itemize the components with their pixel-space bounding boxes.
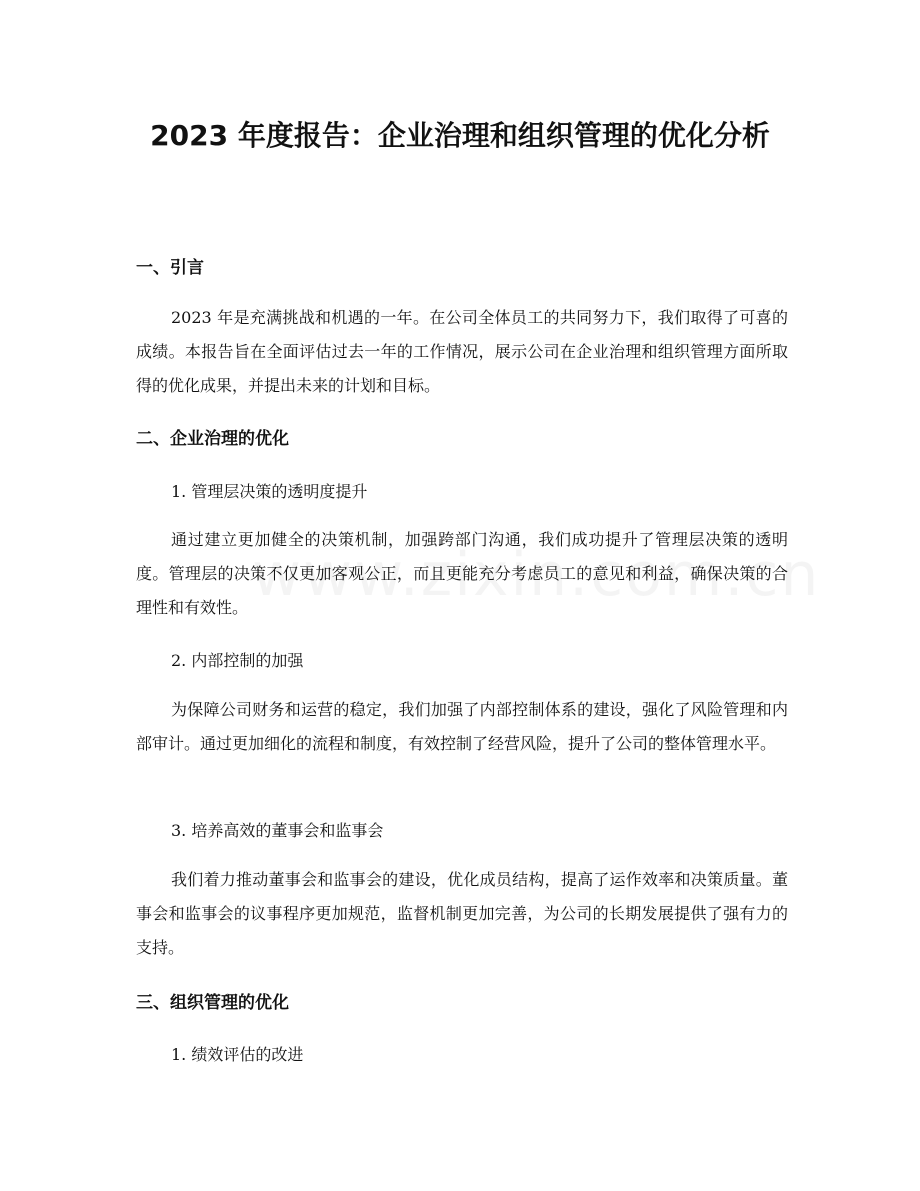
subheading-organization-1: 1. 绩效评估的改进	[171, 1045, 304, 1064]
document-title: 2023 年度报告：企业治理和组织管理的优化分析	[150, 119, 770, 152]
paragraph-governance-1: 通过建立更加健全的决策机制，加强跨部门沟通，我们成功提升了管理层决策的透明度。管理层的决策不仅更加客观公正，而且更能充分考虑员工的意见和利益，确保决策的合理性和有效性。	[136, 530, 788, 617]
subheading-governance-2: 2. 内部控制的加强	[171, 651, 304, 670]
section-heading-intro: 一、引言	[136, 258, 204, 278]
section-heading-organization: 三、组织管理的优化	[136, 993, 289, 1013]
section-heading-governance: 二、企业治理的优化	[136, 429, 289, 449]
paragraph-intro: 2023 年是充满挑战和机遇的一年。在公司全体员工的共同努力下，我们取得了可喜的成绩。本报告旨在全面评估过去一年的工作情况，展示公司在企业治理和组织管理方面所取得的优化成果，并提出未来的计划和目标。	[136, 308, 788, 395]
subheading-governance-3: 3. 培养高效的董事会和监事会	[171, 821, 384, 840]
subheading-governance-1: 1. 管理层决策的透明度提升	[171, 482, 368, 501]
paragraph-governance-2: 为保障公司财务和运营的稳定，我们加强了内部控制体系的建设，强化了风险管理和内部审计。通过更加细化的流程和制度，有效控制了经营风险，提升了公司的整体管理水平。	[136, 700, 788, 753]
paragraph-governance-3: 我们着力推动董事会和监事会的建设，优化成员结构，提高了运作效率和决策质量。董事会和监事会的议事程序更加规范，监督机制更加完善，为公司的长期发展提供了强有力的支持。	[136, 870, 788, 957]
